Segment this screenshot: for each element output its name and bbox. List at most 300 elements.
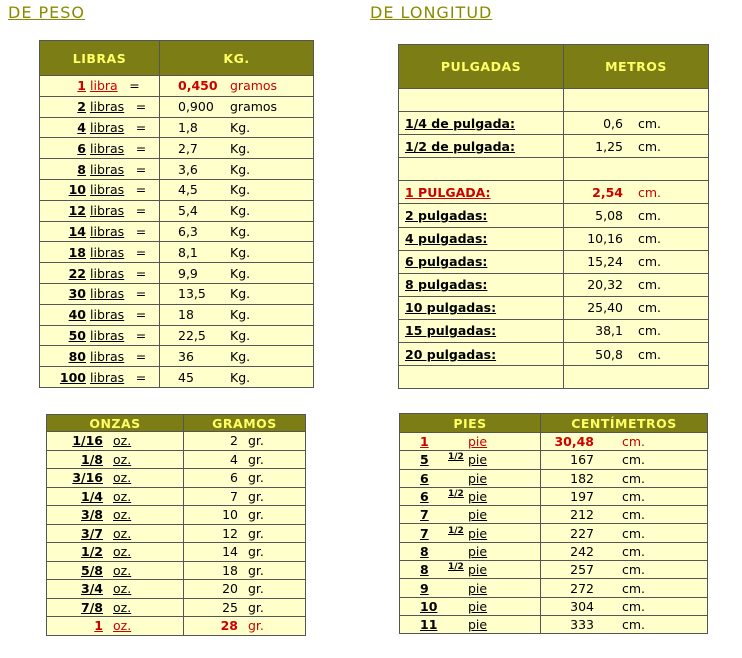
metros-cell: [564, 158, 709, 181]
pulgadas-cell: [399, 112, 564, 135]
pies-cell: [400, 615, 541, 633]
table-row: [40, 242, 314, 263]
centimetros-cell: [541, 597, 708, 615]
libras-cell: [40, 200, 160, 221]
pulgadas-cell: [399, 250, 564, 273]
table-row: [399, 250, 709, 273]
table-row: [399, 112, 709, 135]
equals-sign: =: [129, 78, 140, 94]
pies-number: 8: [420, 543, 429, 559]
metros-cell: [564, 135, 709, 158]
onzas-header: ONZAS: [47, 415, 184, 432]
gramos-unit: gr.: [248, 507, 264, 523]
centimetros-cell: [541, 561, 708, 579]
table-row: [400, 615, 708, 633]
onzas-unit: oz.: [113, 544, 132, 560]
onzas-number: 1/8: [81, 451, 103, 467]
equals-sign: =: [135, 265, 147, 281]
pies-number: 10: [420, 598, 438, 614]
gramos-unit: gr.: [248, 433, 264, 449]
onzas-unit: oz.: [113, 507, 132, 523]
table-row: [40, 200, 314, 221]
equals-sign: =: [135, 119, 147, 135]
table-row: [399, 135, 709, 158]
libras-number: 1: [77, 78, 86, 94]
pulgadas-label: 6 pulgadas:: [405, 254, 488, 270]
kg-cell: [160, 159, 314, 180]
onzas-cell: [47, 432, 184, 451]
kg-cell: [160, 325, 314, 346]
centimetros-value: 212: [570, 507, 594, 523]
libras-unit: libras: [90, 369, 125, 385]
libras-cell: [40, 138, 160, 159]
pies-cell: [400, 597, 541, 615]
kg-unit: Kg.: [230, 203, 251, 219]
onzas-cell: [47, 469, 184, 488]
pulgadas-label: 10 pulgadas:: [405, 300, 497, 316]
table-row: [399, 296, 709, 319]
kg-unit: gramos: [230, 99, 278, 115]
libras-number: 100: [59, 369, 86, 385]
centimetros-cell: [541, 579, 708, 597]
half-fraction: 1/2: [448, 452, 464, 463]
centimetros-cell: [541, 542, 708, 560]
table-row: [400, 506, 708, 524]
metros-value: 2,54: [592, 184, 623, 200]
table-row: [47, 543, 306, 562]
table-row: [40, 304, 314, 325]
table-row: [40, 283, 314, 304]
equals-sign: =: [135, 307, 147, 323]
pies-cell: [400, 487, 541, 505]
onzas-number: 1/4: [81, 488, 103, 504]
pies-cell: [400, 579, 541, 597]
pulgadas-cell: [399, 273, 564, 296]
gramos-cell: [184, 561, 306, 580]
libras-cell: [40, 242, 160, 263]
libras-kg-table: [39, 40, 314, 388]
centimetros-value: 333: [570, 617, 594, 633]
gramos-cell: [184, 543, 306, 562]
metros-value: 38,1: [595, 323, 623, 339]
gramos-cell: [184, 450, 306, 469]
pies-number: 6: [420, 470, 429, 486]
gramos-unit: gr.: [248, 562, 264, 578]
gramos-value: 20: [222, 581, 238, 597]
kg-cell: [160, 346, 314, 367]
metros-unit: cm.: [638, 277, 662, 293]
table-row: [47, 506, 306, 525]
metros-unit: cm.: [638, 254, 662, 270]
centimetros-unit: cm.: [622, 434, 646, 450]
libras-number: 12: [68, 203, 86, 219]
table-row: [400, 542, 708, 560]
table-row: [400, 579, 708, 597]
centimetros-unit: cm.: [622, 525, 646, 541]
kg-value: 4,5: [178, 182, 198, 198]
pies-unit: pie: [468, 562, 488, 578]
kg-value: 6,3: [178, 223, 198, 239]
libras-unit: libras: [90, 327, 125, 343]
pies-number-group: [400, 526, 468, 541]
libras-number: 30: [68, 286, 86, 302]
table-row: [47, 561, 306, 580]
pies-number-group: [400, 489, 468, 504]
metros-cell: [564, 250, 709, 273]
kg-cell: [160, 221, 314, 242]
longitud-section-title: DE LONGITUD: [370, 3, 493, 22]
centimetros-unit: cm.: [622, 452, 646, 468]
pulgadas-cell: [399, 158, 564, 181]
pies-number: 1: [420, 434, 429, 450]
centimetros-cell: [541, 469, 708, 487]
libras-number: 14: [68, 223, 86, 239]
pies-unit: pie: [468, 452, 488, 468]
pies-number-group: [400, 562, 468, 577]
pulgadas-cell: [399, 343, 564, 366]
libras-unit: libras: [90, 286, 125, 302]
half-fraction: 1/2: [448, 525, 464, 536]
equals-sign: =: [135, 348, 147, 364]
metros-value: 5,08: [595, 208, 623, 224]
pulgadas-cell: [399, 135, 564, 158]
table-row: [400, 469, 708, 487]
metros-value: 20,32: [587, 277, 623, 293]
libras-unit: libra: [90, 78, 118, 94]
pies-cell: [400, 433, 541, 451]
pulgadas-metros-table: [398, 44, 709, 389]
onzas-cell: [47, 524, 184, 543]
kg-value: 8,1: [178, 244, 198, 260]
pulgadas-label: [399, 370, 405, 385]
metros-value: 0,6: [603, 115, 623, 131]
libras-number: 22: [68, 265, 86, 281]
table-row: [47, 450, 306, 469]
kg-value: 9,9: [178, 265, 198, 281]
metros-unit: cm.: [638, 138, 662, 154]
table-row: [47, 469, 306, 488]
gramos-value: 10: [222, 507, 238, 523]
kg-value: 0,900: [178, 99, 214, 115]
centimetros-cell: [541, 451, 708, 469]
libras-number: 10: [68, 182, 86, 198]
kg-value: 3,6: [178, 161, 198, 177]
metros-unit: cm.: [638, 231, 662, 247]
libras-cell: [40, 346, 160, 367]
pies-unit: pie: [468, 507, 488, 523]
onzas-cell: [47, 617, 184, 636]
metros-cell: [564, 181, 709, 204]
libras-cell: [40, 117, 160, 138]
centimetros-unit: cm.: [622, 470, 646, 486]
gramos-unit: gr.: [248, 544, 264, 560]
equals-sign: =: [135, 161, 147, 177]
kg-unit: Kg.: [230, 307, 251, 323]
pies-number: 9: [420, 580, 429, 596]
metros-unit: cm.: [638, 346, 662, 362]
metros-header: METROS: [564, 45, 709, 89]
table-row: [399, 366, 709, 389]
metros-cell: [564, 296, 709, 319]
equals-sign: =: [135, 203, 147, 219]
table-row: [40, 263, 314, 284]
kg-unit: Kg.: [230, 286, 251, 302]
equals-sign: =: [135, 286, 147, 302]
onzas-number: 1/2: [81, 544, 103, 560]
onzas-unit: oz.: [113, 470, 132, 486]
kg-unit: Kg.: [230, 140, 251, 156]
gramos-unit: gr.: [248, 581, 264, 597]
onzas-number: 3/7: [81, 525, 103, 541]
pulgadas-cell: [399, 319, 564, 342]
pulgadas-label: 2 pulgadas:: [405, 208, 488, 224]
pies-cell: [400, 561, 541, 579]
kg-unit: Kg.: [230, 182, 251, 198]
centimetros-value: 167: [570, 452, 594, 468]
metros-cell: [564, 366, 709, 389]
pies-header: PIES: [400, 414, 541, 433]
kg-value: 0,450: [178, 78, 218, 94]
onzas-gramos-table: [46, 414, 306, 636]
centimetros-value: 272: [570, 580, 594, 596]
gramos-unit: gr.: [248, 470, 264, 486]
pies-number-group: [400, 599, 468, 614]
table-row: [400, 451, 708, 469]
libras-unit: libras: [90, 265, 125, 281]
pies-number: 6: [420, 489, 429, 505]
pies-unit: pie: [468, 598, 488, 614]
pies-number-group: [400, 434, 468, 449]
centimetros-cell: [541, 615, 708, 633]
kg-value: 22,5: [178, 327, 206, 343]
libras-number: 6: [77, 140, 86, 156]
table-row: [40, 346, 314, 367]
libras-unit: libras: [90, 161, 125, 177]
gramos-value: 28: [220, 618, 238, 634]
kg-cell: [160, 96, 314, 117]
kg-cell: [160, 200, 314, 221]
table-row: [399, 273, 709, 296]
centimetros-cell: [541, 506, 708, 524]
equals-sign: =: [135, 244, 147, 260]
gramos-unit: gr.: [248, 618, 264, 634]
metros-cell: [564, 112, 709, 135]
kg-cell: [160, 117, 314, 138]
centimetros-value: 257: [570, 562, 594, 578]
gramos-cell: [184, 506, 306, 525]
libras-cell: [40, 179, 160, 200]
metros-cell: [564, 319, 709, 342]
libras-cell: [40, 283, 160, 304]
onzas-cell: [47, 580, 184, 599]
onzas-number: 3/8: [81, 507, 103, 523]
table-row: [399, 227, 709, 250]
kg-cell: [160, 263, 314, 284]
table-row: [47, 487, 306, 506]
centimetros-unit: cm.: [622, 617, 646, 633]
kg-unit: gramos: [230, 78, 278, 94]
onzas-cell: [47, 598, 184, 617]
centimetros-value: 182: [570, 470, 594, 486]
centimetros-unit: cm.: [622, 598, 646, 614]
libras-unit: libras: [90, 182, 125, 198]
libras-number: 40: [68, 307, 86, 323]
pies-cell: [400, 451, 541, 469]
metros-unit: cm.: [638, 300, 662, 316]
kg-value: 13,5: [178, 286, 206, 302]
pulgadas-label: 15 pulgadas:: [405, 323, 497, 339]
libras-cell: [40, 367, 160, 388]
kg-unit: Kg.: [230, 244, 251, 260]
pulgadas-header: PULGADAS: [399, 45, 564, 89]
libras-number: 2: [77, 99, 86, 115]
kg-cell: [160, 283, 314, 304]
libras-unit: libras: [90, 140, 125, 156]
pies-unit: pie: [468, 434, 488, 450]
onzas-number: 3/16: [72, 470, 103, 486]
libras-number: 50: [68, 327, 86, 343]
kg-cell: [160, 242, 314, 263]
gramos-header: GRAMOS: [184, 415, 306, 432]
centimetros-unit: cm.: [622, 489, 646, 505]
metros-cell: [564, 227, 709, 250]
kg-cell: [160, 138, 314, 159]
gramos-value: 6: [230, 470, 238, 486]
libras-unit: libras: [90, 119, 125, 135]
pulgadas-label: 1 PULGADA:: [405, 184, 491, 200]
libras-cell: [40, 159, 160, 180]
onzas-cell: [47, 561, 184, 580]
gramos-value: 25: [222, 599, 238, 615]
onzas-cell: [47, 450, 184, 469]
pies-number-group: [400, 507, 468, 522]
table-row: [47, 617, 306, 636]
equals-sign: =: [135, 327, 147, 343]
kg-unit: Kg.: [230, 223, 251, 239]
centimetros-value: 30,48: [554, 434, 594, 450]
table-row: [40, 96, 314, 117]
pies-unit: pie: [468, 617, 488, 633]
pulgadas-cell: [399, 204, 564, 227]
metros-cell: [564, 204, 709, 227]
table-row: [40, 159, 314, 180]
onzas-number: 5/8: [81, 562, 103, 578]
gramos-cell: [184, 487, 306, 506]
kg-value: 1,8: [178, 119, 198, 135]
peso-section-title: DE PESO: [8, 3, 86, 22]
kg-unit: Kg.: [230, 369, 251, 385]
libras-unit: libras: [90, 99, 125, 115]
onzas-number: 1/16: [72, 433, 103, 449]
onzas-cell: [47, 506, 184, 525]
metros-unit: cm.: [638, 115, 662, 131]
equals-sign: =: [135, 369, 147, 385]
onzas-cell: [47, 487, 184, 506]
metros-unit: cm.: [638, 184, 662, 200]
libras-cell: [40, 76, 160, 97]
pies-unit: pie: [468, 525, 488, 541]
table-row: [40, 221, 314, 242]
pies-unit: pie: [468, 543, 488, 559]
kg-unit: Kg.: [230, 265, 251, 281]
gramos-value: 12: [222, 525, 238, 541]
pies-number: 5: [420, 452, 429, 468]
table-row: [47, 524, 306, 543]
libras-cell: [40, 96, 160, 117]
metros-value: 50,8: [595, 346, 623, 362]
centimetros-unit: cm.: [622, 507, 646, 523]
centimetros-cell: [541, 524, 708, 542]
kg-unit: Kg.: [230, 161, 251, 177]
equals-sign: =: [135, 99, 147, 115]
pulgadas-cell: [399, 227, 564, 250]
metros-value: 25,40: [587, 300, 623, 316]
onzas-unit: oz.: [113, 581, 132, 597]
table-row: [40, 325, 314, 346]
pies-number-group: [400, 581, 468, 596]
pies-unit: pie: [468, 489, 488, 505]
pulgadas-label: 4 pulgadas:: [405, 231, 488, 247]
pies-cell: [400, 542, 541, 560]
kg-value: 18: [178, 307, 194, 323]
pulgadas-cell: [399, 296, 564, 319]
kg-header: KG.: [160, 41, 314, 76]
libras-header: LIBRAS: [40, 41, 160, 76]
gramos-unit: gr.: [248, 451, 264, 467]
libras-unit: libras: [90, 223, 125, 239]
kg-cell: [160, 179, 314, 200]
centimetros-value: 227: [570, 525, 594, 541]
table-row: [399, 343, 709, 366]
table-row: [399, 158, 709, 181]
kg-cell: [160, 76, 314, 97]
table-row: [40, 138, 314, 159]
onzas-unit: oz.: [113, 525, 132, 541]
onzas-unit: oz.: [113, 618, 132, 634]
kg-unit: Kg.: [230, 119, 251, 135]
onzas-number: 7/8: [81, 599, 103, 615]
metros-value: 10,16: [587, 231, 623, 247]
onzas-unit: oz.: [113, 451, 132, 467]
gramos-cell: [184, 580, 306, 599]
libras-unit: libras: [90, 348, 125, 364]
table-row: [47, 580, 306, 599]
libras-unit: libras: [90, 244, 125, 260]
centimetros-value: 197: [570, 489, 594, 505]
gramos-value: 4: [230, 451, 238, 467]
table-row: [400, 433, 708, 451]
libras-number: 18: [68, 244, 86, 260]
table-row: [400, 561, 708, 579]
pies-number-group: [400, 452, 468, 467]
kg-value: 36: [178, 348, 194, 364]
pies-number: 8: [420, 562, 429, 578]
kg-cell: [160, 367, 314, 388]
kg-value: 5,4: [178, 203, 198, 219]
table-row: [400, 524, 708, 542]
pulgadas-label: 8 pulgadas:: [405, 277, 488, 293]
gramos-unit: gr.: [248, 525, 264, 541]
metros-unit: cm.: [638, 323, 662, 339]
pulgadas-label: 1/4 de pulgada:: [405, 115, 515, 131]
onzas-unit: oz.: [113, 433, 132, 449]
pies-number: 7: [420, 525, 429, 541]
centimetros-unit: cm.: [622, 543, 646, 559]
libras-number: 80: [68, 348, 86, 364]
centimetros-value: 304: [570, 598, 594, 614]
gramos-unit: gr.: [248, 488, 264, 504]
pies-number: 11: [420, 617, 438, 633]
